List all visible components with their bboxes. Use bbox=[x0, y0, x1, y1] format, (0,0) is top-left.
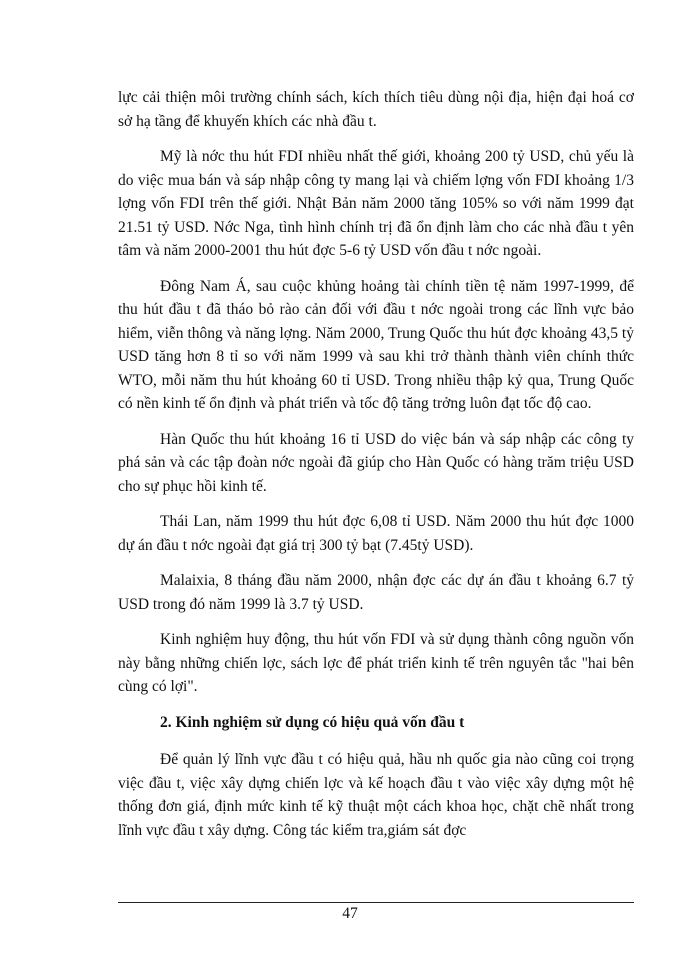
paragraph-experience: Kinh nghiệm huy động, thu hút vốn FDI và sử dụng thành công nguồn vốn này bằng những chiến lợc, sách lợc để phát triển kinh tế trên nguyên tắc "hai bên cùng có lợi". bbox=[118, 631, 634, 695]
page-number: 47 bbox=[342, 905, 358, 922]
paragraph-southeast-asia-china: Đông Nam Á, sau cuộc khủng hoảng tài chính tiền tệ năm 1997-1999, để thu hút đầu t đã tháo bỏ rào cản đối với đầu t nớc ngoài trong các lĩnh vực bảo hiểm, viễn thông và năng lợng. Năm 2000, Trung Quốc thu hút đợc khoảng 43,5 tỷ USD tăng hơn 8 tỉ so với năm 1999 và sau khi trở thành thành viên chính thức WTO, mỗi năm thu hút khoảng 60 tỉ USD. Trong nhiều thập kỷ qua, Trung Quốc có nền kinh tế ổn định và phát triển và tốc độ tăng trởng luôn đạt tốc độ cao. bbox=[118, 277, 634, 412]
paragraph-korea: Hàn Quốc thu hút khoảng 16 tỉ USD do việc bán và sáp nhập các công ty phá sản và các tập đoàn nớc ngoài đã giúp cho Hàn Quốc có hàng trăm triệu USD cho sự phục hồi kinh tế. bbox=[118, 430, 634, 495]
paragraph-malaysia: Malaixia, 8 tháng đầu năm 2000, nhận đợc các dự án đầu t khoảng 6.7 tỷ USD trong đó năm 1999 là 3.7 tỷ USD. bbox=[118, 572, 634, 613]
paragraph-usa-japan-russia: Mỹ là nớc thu hút FDI nhiều nhất thế giới, khoảng 200 tỷ USD, chủ yếu là do việc mua bán và sáp nhập công ty mang lại và chiếm lợng vốn FDI khoảng 1/3 lợng vốn FDI trên thế giới. Nhật Bản năm 2000 tăng 105% so với năm 1999 đạt 21.51 tỷ USD. Nớc Nga, tình hình chính trị đã ổn định làm cho các nhà đầu t yên tâm và năm 2000-2001 thu hút đợc 5-6 tỷ USD vốn đầu t nớc ngoài. bbox=[118, 148, 634, 259]
footer-rule bbox=[118, 902, 634, 903]
section-heading: 2. Kinh nghiệm sử dụng có hiệu quả vốn đầu t bbox=[160, 713, 465, 731]
paragraph-continuation: lực cải thiện môi trường chính sách, kích thích tiêu dùng nội địa, hiện đại hoá cơ sở hạ tầng để khuyến khích các nhà đầu t. bbox=[118, 89, 634, 130]
paragraph-thailand: Thái Lan, năm 1999 thu hút đợc 6,08 tỉ USD. Năm 2000 thu hút đợc 1000 dự án đầu t nớc ngoài đạt giá trị 300 tỷ bạt (7.45tỷ USD). bbox=[118, 513, 634, 554]
paragraph-investment-management: Để quản lý lĩnh vực đầu t có hiệu quả, hầu nh quốc gia nào cũng coi trọng việc đầu t, việc xây dựng chiến lợc và kế hoạch đầu t vào việc xây dựng một hệ thống đơn giá, định mức kinh tế kỹ thuật một cách khoa học, chặt chẽ nhất trong lĩnh vực đầu t xây dựng. Công tác kiểm tra,giám sát đợc bbox=[118, 751, 634, 839]
document-body bbox=[118, 86, 634, 854]
